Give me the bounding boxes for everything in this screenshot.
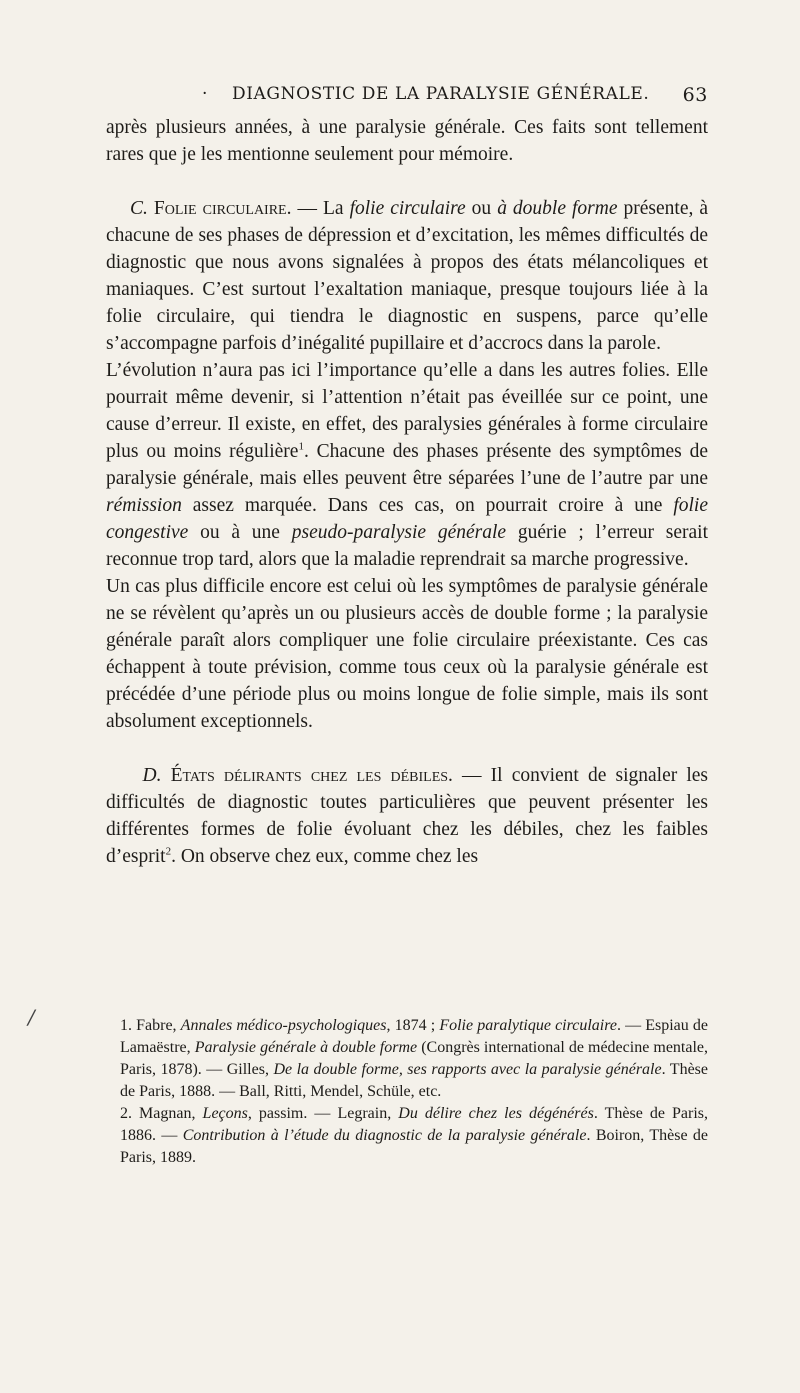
footnote-ref-1: 1 — [298, 440, 304, 453]
section-d-heading: États délirants chez les débiles. — [170, 765, 453, 786]
main-text — [106, 114, 708, 870]
page-number: 63 — [682, 84, 708, 106]
margin-pencil-mark: / — [28, 1005, 35, 1029]
section-d: D. États délirants chez les débiles. — Il convient de signaler les difficultés de diagnostic toutes particulières que peuvent présenter les différentes formes de folie évoluant chez les débiles, chez les faibles d’esprit$^2$. On observe chez eux, comme chez les — [106, 765, 709, 867]
paragraph-1: après plusieurs années, à une paralysie générale. Ces faits sont tellement rares que je les mentionne seulement pour mémoire. — [106, 117, 708, 165]
running-header — [107, 84, 708, 114]
paragraph-3: L’évolution n’aura pas ici l’importance qu’elle a dans les autres folies. Elle pourrait même devenir, si l’attention n’était pas éveillée sur ce point, une cause d’erreur. Il existe, en effet, des paralysies générales à forme circulaire plus ou moins régulière$^1$. Chacune des phases présente des symptômes de paralysie générale, mais elles peuvent être séparées l’une de l’autre par une rémission assez marquée. Dans ces cas, on pourrait croire à une folie congestive ou à une pseudo-paralysie générale guérie ; l’erreur serait reconnue trop tard, alors que la maladie reprendrait sa marche progressive. — [106, 360, 709, 570]
running-title: DIAGNOSTIC DE LA PARALYSIE GÉNÉRALE. — [232, 84, 650, 104]
header-mark: · — [202, 84, 209, 104]
section-c: C. Folie circulaire. — La folie circulaire ou à double forme présente, à chacune de ses phases de dépression et d’excitation, les mêmes difficultés de diagnostic que nous avons signalées à propos des états mélancoliques et maniaques. C’est surtout l’exaltation maniaque, presque toujours liée à la folie circulaire, qui tiendra le diagnostic en suspens, parce qu’elle s’accompagne parfois d’inégalité pupillaire et d’accrocs dans la parole. — [106, 198, 709, 354]
paragraph-4: Un cas plus difficile encore est celui où les symptômes de paralysie générale ne se révèlent qu’après un ou plusieurs accès de double forme ; la paralysie générale paraît alors compliquer une folie circulaire préexistante. Ces cas échappent à toute prévision, comme tous ceux où la paralysie générale est précédée d’une période plus ou moins longue de folie simple, mais ils sont absolument exceptionnels. — [106, 576, 708, 732]
footnote-1: 1. Fabre, Annales médico-psychologiques, 1874 ; Folie paralytique circulaire. — Espiau de Lamaëstre, Paralysie générale à double forme (Congrès international de médecine mentale, Paris, 1878). — Gilles, De la double forme, ses rapports avec la paralysie générale. Thèse de Paris, 1888. — Ball, Ritti, Mendel, Schüle, etc. — [120, 1017, 709, 1100]
section-c-heading: Folie circulaire. — [153, 198, 292, 219]
section-d-letter: D. — [142, 765, 162, 786]
footnote-2: 2. Magnan, Leçons, passim. — Legrain, Du délire chez les dégénérés. Thèse de Paris, 1886. — Contribution à l’étude du diagnostic de la paralysie générale. Boiron, Thèse de Paris, 1889. — [120, 1105, 709, 1166]
footnote-ref-2: 2 — [165, 845, 172, 858]
footnotes — [106, 1015, 708, 1169]
section-c-letter: C. — [130, 198, 148, 219]
